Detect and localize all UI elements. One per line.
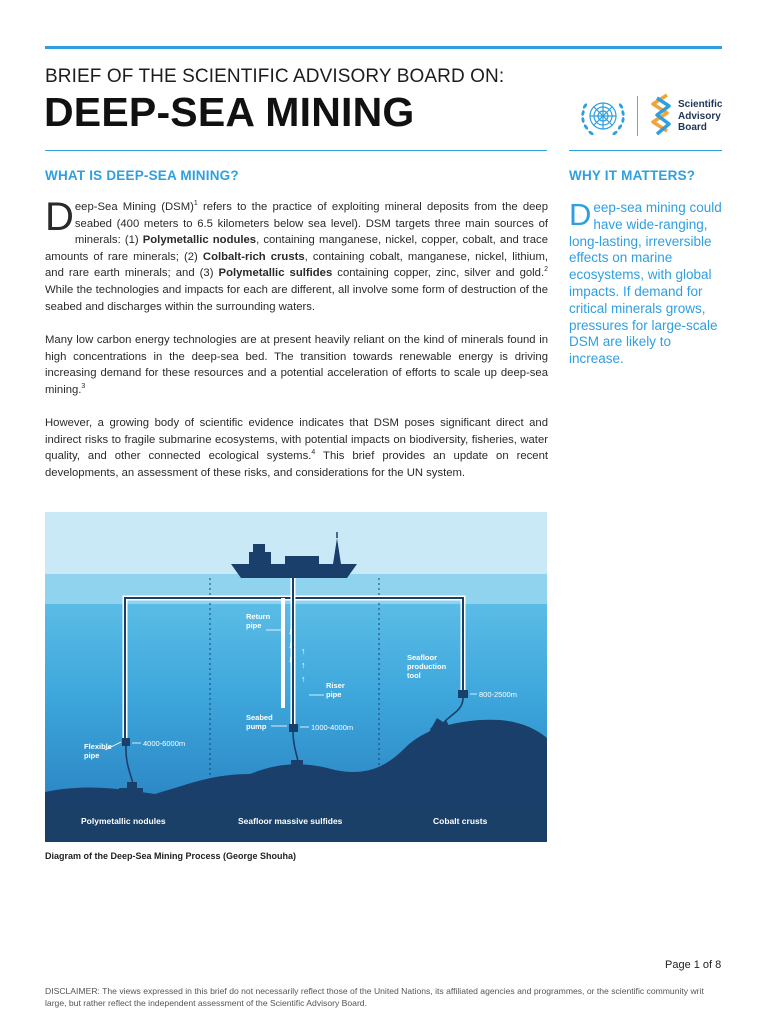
section-heading-main: WHAT IS DEEP-SEA MINING? [45, 168, 239, 183]
seabed-pump-middle [289, 724, 298, 732]
svg-text:↑: ↑ [301, 660, 306, 670]
logo-divider [637, 96, 638, 136]
label-seabed-pump: Seabed pump [246, 713, 273, 731]
svg-text:↑: ↑ [301, 646, 306, 656]
diagram-caption: Diagram of the Deep-Sea Mining Process (George Shouha) [45, 851, 297, 861]
side-dropcap: D [569, 197, 592, 232]
term-nodules: Polymetallic nodules [142, 234, 257, 247]
top-rule [45, 46, 722, 49]
paragraph-3: However, a growing body of scientific evidence indicates that DSM poses significant direct and indirect risks to fragile submarine ecosystems, with potential impacts on biodiversity, fisheries, water quality, and other connected ecological systems.$^4$ This brief provides an update on recent developments, an assessment of these risks, and considerations for the UN system. [45, 417, 548, 479]
svg-text:↑: ↑ [301, 674, 306, 684]
paragraph-2: Many low carbon energy technologies are at present heavily reliant on the kind of minerals found in high concentrations in the deep-sea bed. The transition towards renewable energy is driving increasing demand for these resources and a potential acceleration of efforts to scale up deep-sea mining.$^3$ [45, 334, 548, 396]
svg-text:↓: ↓ [288, 626, 293, 636]
footnote-ref: 4 [311, 449, 316, 457]
term-sulfides: Polymetallic sulfides [218, 267, 333, 280]
label-production-tool: Seafloor production tool [407, 653, 447, 680]
seabed-pump-left [122, 738, 130, 746]
section-rule-left [45, 150, 547, 151]
un-emblem-logo [576, 92, 630, 142]
paragraph-1: Deep-Sea Mining (DSM)$^1$ refers to the practice of exploiting mineral deposits from the deep seabed (400 meters to 6.5 kilometers below sea level). DSM targets three main sources of minerals: (1) Polymetallic nodules, containing manganese, nickel, copper, cobalt, and trace amounts of rare minerals; (2) Colbalt-rich crusts, containing cobalt, manganese, nickel, lithium, and rare earth minerals; and (3) Polymetallic sulfides containing copper, zinc, silver and gold.$^2$ While the technologies and impacts for each are different, all involve some form of destruction of the seabed and discharges within the surrounding waters. [45, 195, 549, 313]
footnote-ref: 2 [544, 266, 548, 274]
disclaimer: DISCLAIMER: The views expressed in this brief do not necessarily reflect those of the United Nations, its affiliated agencies and programmes, or the scientific community writ large, but rather reflect the independent assessment of the Scientific Advisory Board. [45, 986, 704, 1008]
deep-sea-mining-diagram [45, 512, 547, 842]
zone-label-nodules: Polymetallic nodules [81, 816, 166, 826]
dropcap: D [45, 195, 74, 239]
depth-right: 800-2500m [479, 690, 517, 699]
label-flexible-pipe: Flexible pipe [84, 742, 112, 760]
header-kicker: BRIEF OF THE SCIENTIFIC ADVISORY BOARD ON: [45, 66, 505, 87]
footnote-ref: 3 [81, 383, 86, 391]
svg-text:↓: ↓ [288, 640, 293, 650]
footnote-ref: 1 [193, 200, 198, 208]
page-number: Page 1 of 8 [665, 959, 722, 971]
section-heading-side: WHY IT MATTERS? [569, 168, 696, 183]
label-return-pipe: Return pipe [246, 612, 271, 630]
sab-swirl-logo [647, 92, 675, 138]
sab-logo-text: Scientific Advisory Board [678, 99, 723, 133]
svg-text:↓: ↓ [288, 654, 293, 664]
zone-label-sulfides: Seafloor massive sulfides [238, 816, 343, 826]
zone-label-crusts: Cobalt crusts [433, 816, 488, 826]
label-riser-pipe: Riser pipe [326, 681, 345, 699]
section-rule-right [569, 150, 722, 151]
page-title: DEEP-SEA MINING [44, 89, 415, 135]
why-it-matters-text: Deep-sea mining could have wide-ranging, long-lasting, irreversible effects on marine ecosystems, with global impacts. If demand for critical minerals grows, pressures for large-scale DSM are likely to increase. [569, 197, 722, 367]
depth-middle: 1000-4000m [311, 723, 354, 732]
term-crusts: Colbalt-rich crusts [202, 250, 305, 263]
seabed-pump-right [458, 690, 468, 698]
depth-left: 4000-6000m [143, 739, 186, 748]
